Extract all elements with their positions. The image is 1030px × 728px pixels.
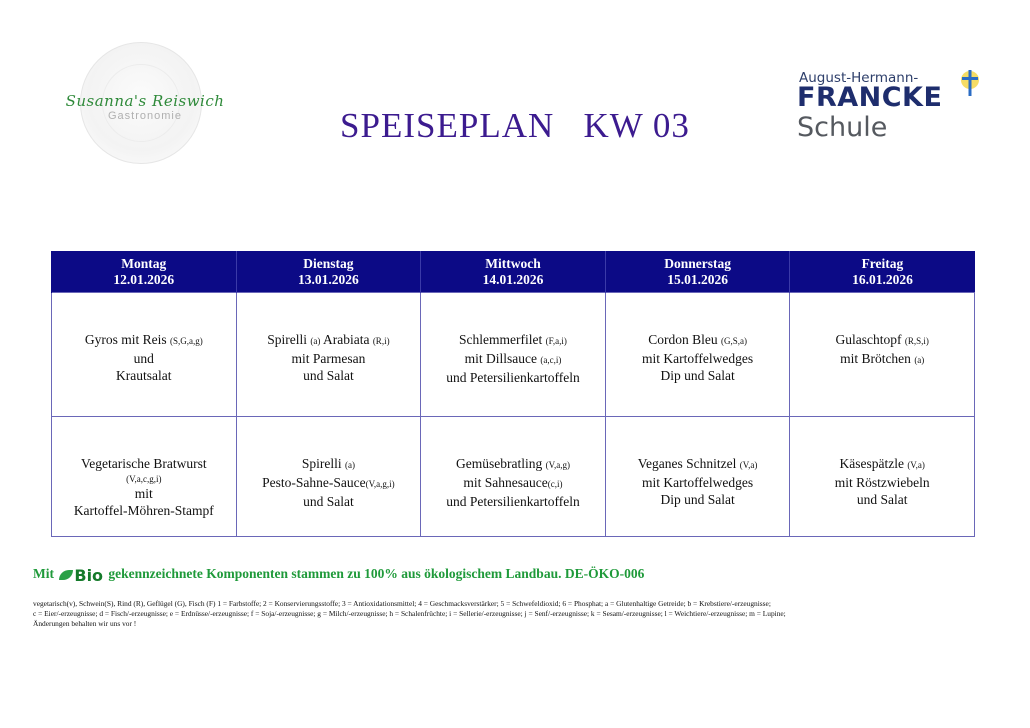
page-title: SPEISEPLAN KW 03 (340, 106, 690, 145)
legend-line-1: vegetarisch(v), Schwein(S), Rind (R), Geflügel (G), Fisch (F) 1 = Farbstoffe; 2 = Konservierungsstoffe; 3 = Antioxidationsmittel; 4 = Geschmacksverstärker; 5 = Schwefeldioxid; 6 = Phosphat; a = Glutenhaltige Getreide; b = Krebstiere/-erzeugnisse; (33, 599, 771, 608)
bio-text: gekennzeichnete Komponenten stammen zu 100% aus ökologischem Landbau. DE-ÖKO-006 (108, 566, 645, 581)
caterer-logo-name: Susanna's Reiswich (65, 92, 225, 110)
leaf-icon (59, 570, 73, 580)
day-header-tuesday: Dienstag 13.01.2026 (236, 251, 421, 293)
allergen-legend (33, 599, 998, 630)
day-header-wednesday: Mittwoch 14.01.2026 (421, 251, 606, 293)
menu-cell-thursday-1: Cordon Bleu (G,S,a) mit Kartoffelwedges Dip und Salat (605, 293, 790, 417)
day-header-monday: Montag 12.01.2026 (52, 251, 237, 293)
school-logo-line3: Schule (797, 112, 888, 143)
menu-row-2 (52, 417, 975, 537)
menu-cell-friday-2: Käsespätzle (V,a) mit Röstzwiebeln und Salat (790, 417, 975, 537)
menu-cell-monday-2: Vegetarische Bratwurst (V,a,c,g,i) mit Kartoffel-Möhren-Stampf (52, 417, 237, 537)
menu-cell-friday-1: Gulaschtopf (R,S,i) mit Brötchen (a) (790, 293, 975, 417)
day-header-thursday: Donnerstag 15.01.2026 (605, 251, 790, 293)
caterer-logo-sub: Gastronomie (108, 110, 182, 122)
menu-table (51, 251, 975, 537)
day-header-row (52, 251, 975, 293)
bio-notice (33, 566, 644, 585)
menu-cell-tuesday-2: Spirelli (a) Pesto-Sahne-Sauce(V,a,g,i) und Salat (236, 417, 421, 537)
menu-cell-wednesday-2: Gemüsebratling (V,a,g) mit Sahnesauce(c,i) und Petersilienkartoffeln (421, 417, 606, 537)
menu-cell-tuesday-1: Spirelli (a) Arabiata (R,i) mit Parmesan und Salat (236, 293, 421, 417)
menu-cell-thursday-2: Veganes Schnitzel (V,a) mit Kartoffelwedges Dip und Salat (605, 417, 790, 537)
menu-cell-wednesday-1: Schlemmerfilet (F,a,i) mit Dillsauce (a,c,i) und Petersilienkartoffeln (421, 293, 606, 417)
school-logo-line1: August-Hermann- (799, 70, 919, 86)
school-logo (795, 68, 995, 158)
bio-prefix: Mit (33, 566, 54, 581)
menu-cell-monday-1: Gyros mit Reis (S,G,a,g) und Krautsalat (52, 293, 237, 417)
caterer-logo (60, 42, 230, 167)
legend-line-3: Änderungen behalten wir uns vor ! (33, 619, 137, 629)
legend-line-2: c = Eier/-erzeugnisse; d = Fisch/-erzeugnisse; e = Erdnüsse/-erzeugnisse; f = Soja/-erzeugnisse; g = Milch/-erzeugnisse; h = Schalenfrüchte; i = Sellerie/-erzeugnisse; j = Senf/-erzeugnisse; k = Sesam/-erzeugnisse; l = Weichtiere/-erzeugnisse; m = Lupine; (33, 609, 786, 619)
school-logo-line2: FRANCKE (797, 82, 943, 113)
bio-logo: Bio (59, 566, 103, 585)
day-header-friday: Freitag 16.01.2026 (790, 251, 975, 293)
cross-icon (955, 68, 985, 100)
menu-row-1 (52, 293, 975, 417)
